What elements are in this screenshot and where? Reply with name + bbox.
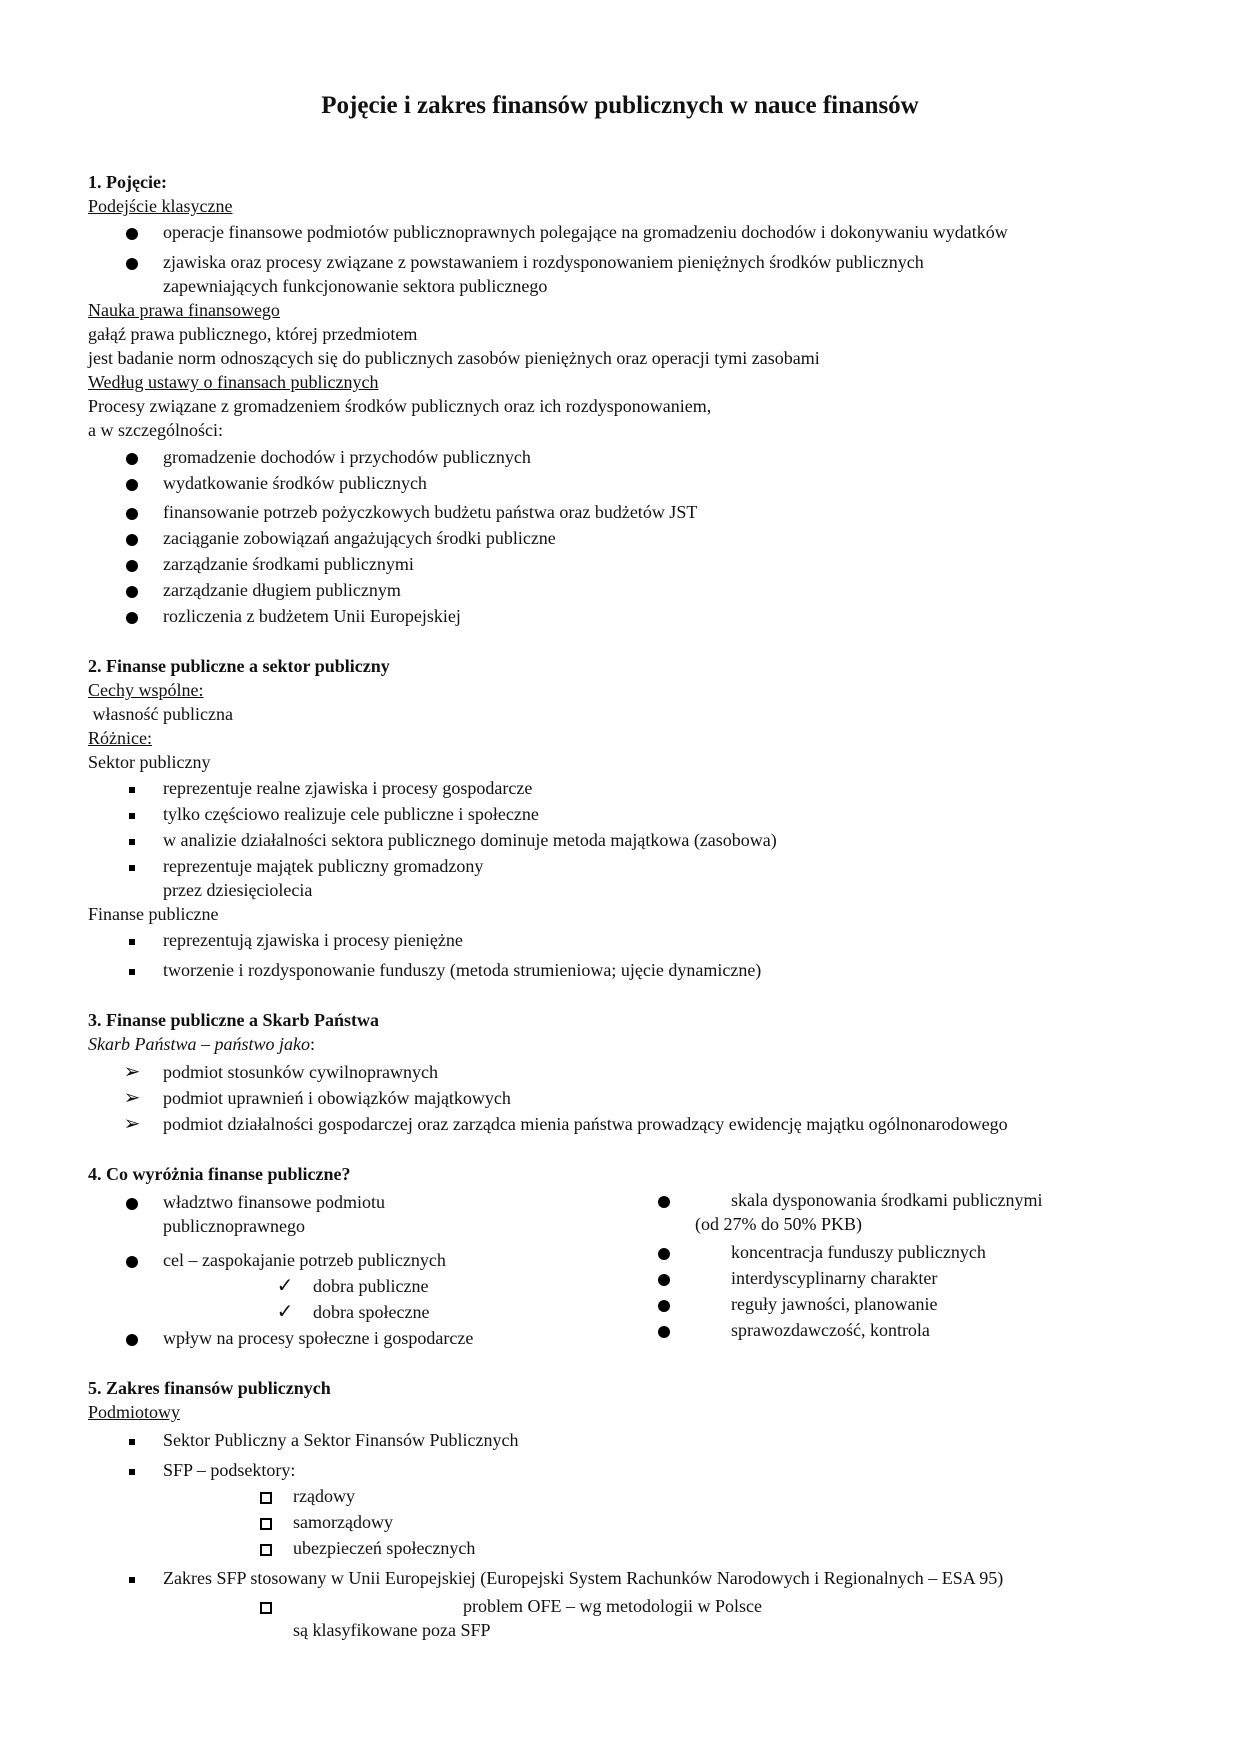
section-5-heading: 5. Zakres finansów publicznych (88, 1378, 331, 1398)
paragraph-line: jest badanie norm odnoszących się do publicznych zasobów pieniężnych oraz operacji tymi zasobami (88, 348, 820, 368)
bullet-dot-icon (120, 220, 144, 244)
list-item-continuation: są klasyfikowane poza SFP (293, 1620, 491, 1640)
list-item: dobra społeczne (313, 1302, 430, 1322)
list-item: podmiot uprawnień i obowiązków majątkowych (163, 1088, 511, 1108)
list-item: gromadzenie dochodów i przychodów publicznych (163, 447, 531, 467)
bullet-square-icon (120, 928, 144, 952)
document-title: Pojęcie i zakres finansów publicznych w nauce finansów (321, 92, 919, 119)
list-item: podmiot działalności gospodarczej oraz zarządca mienia państwa prowadzący ewidencję majątku ogólnonarodowego (163, 1114, 1008, 1134)
list-item: reprezentuje majątek publiczny gromadzony (163, 856, 484, 876)
list-item: reprezentują zjawiska i procesy pieniężne (163, 930, 463, 950)
bullet-square-icon (120, 776, 144, 800)
list-item: SFP – podsektory: (163, 1460, 296, 1480)
checkbox-bullet-icon (254, 1484, 278, 1508)
list-item: dobra publiczne (313, 1276, 429, 1296)
bullet-dot-icon (120, 552, 144, 576)
checkbox-bullet-icon (254, 1594, 278, 1618)
list-item: problem OFE – wg metodologii w Polsce (463, 1596, 762, 1616)
list-item: skala dysponowania środkami publicznymi (731, 1190, 1043, 1210)
list-item: w analizie działalności sektora publicznego dominuje metoda majątkowa (zasobowa) (163, 830, 777, 850)
list-item: finansowanie potrzeb pożyczkowych budżetu państwa oraz budżetów JST (163, 502, 698, 522)
bullet-dot-icon (120, 1326, 144, 1350)
list-item: rządowy (293, 1486, 355, 1506)
bullet-dot-icon (120, 471, 144, 495)
bullet-square-icon (120, 1566, 144, 1590)
list-item-continuation: (od 27% do 50% PKB) (695, 1214, 862, 1234)
list-item-continuation: publicznoprawnego (163, 1216, 305, 1236)
list-item: zaciąganie zobowiązań angażujących środki publiczne (163, 528, 556, 548)
list-item: ubezpieczeń społecznych (293, 1538, 476, 1558)
paragraph-line: własność publiczna (88, 704, 233, 724)
list-item: wpływ na procesy społeczne i gospodarcze (163, 1328, 474, 1348)
subheading-colon: : (310, 1034, 316, 1054)
checkmark-icon: ✓ (276, 1275, 294, 1297)
bullet-square-icon (120, 802, 144, 826)
list-item: operacje finansowe podmiotów publicznoprawnych polegające na gromadzeniu dochodów i dokonywaniu wydatków (163, 222, 1008, 242)
list-item: tworzenie i rozdysponowanie funduszy (metoda strumieniowa; ujęcie dynamiczne) (163, 960, 762, 980)
paragraph-line: gałąź prawa publicznego, której przedmiotem (88, 324, 418, 344)
arrow-bullet-icon: ➢ (123, 1113, 141, 1135)
section-2-heading: 2. Finanse publiczne a sektor publiczny (88, 656, 390, 676)
bullet-dot-icon (652, 1292, 676, 1316)
list-item: koncentracja funduszy publicznych (731, 1242, 986, 1262)
subheading-differences: Różnice: (88, 728, 152, 748)
paragraph-line: Finanse publiczne (88, 904, 219, 924)
list-item: Zakres SFP stosowany w Unii Europejskiej (Europejski System Rachunków Narodowych i Regionalnych – ESA 95) (163, 1568, 1004, 1588)
paragraph-line: Sektor publiczny (88, 752, 211, 772)
bullet-dot-icon (652, 1240, 676, 1264)
subheading-treasury (88, 1032, 315, 1056)
bullet-dot-icon (652, 1266, 676, 1290)
subheading-law: Nauka prawa finansowego (88, 300, 280, 320)
list-item: zarządzanie długiem publicznym (163, 580, 401, 600)
checkbox-bullet-icon (254, 1510, 278, 1534)
list-item: interdyscyplinarny charakter (731, 1268, 938, 1288)
checkbox-bullet-icon (254, 1536, 278, 1560)
bullet-dot-icon (120, 500, 144, 524)
subheading-subject: Podmiotowy (88, 1402, 181, 1422)
list-item: sprawozdawczość, kontrola (731, 1320, 930, 1340)
bullet-square-icon (120, 854, 144, 878)
bullet-square-icon (120, 828, 144, 852)
paragraph-line: a w szczególności: (88, 420, 223, 440)
arrow-bullet-icon: ➢ (123, 1061, 141, 1083)
list-item: reprezentuje realne zjawiska i procesy gospodarcze (163, 778, 533, 798)
list-item: zjawiska oraz procesy związane z powstawaniem i rozdysponowaniem pieniężnych środków publicznych (163, 252, 924, 272)
list-item: Sektor Publiczny a Sektor Finansów Publicznych (163, 1430, 519, 1450)
bullet-dot-icon (120, 445, 144, 469)
section-1-heading: 1. Pojęcie: (88, 172, 167, 192)
bullet-dot-icon (120, 1190, 144, 1214)
checkmark-icon: ✓ (276, 1301, 294, 1323)
list-item: wydatkowanie środków publicznych (163, 473, 427, 493)
subheading-treasury-text: Skarb Państwa – państwo jako (88, 1034, 311, 1054)
list-item: rozliczenia z budżetem Unii Europejskiej (163, 606, 461, 626)
subheading-common: Cechy wspólne: (88, 680, 204, 700)
bullet-dot-icon (652, 1188, 676, 1212)
list-item: tylko częściowo realizuje cele publiczne i społeczne (163, 804, 539, 824)
bullet-square-icon (120, 1428, 144, 1452)
bullet-dot-icon (120, 1248, 144, 1272)
section-3-heading: 3. Finanse publiczne a Skarb Państwa (88, 1010, 380, 1030)
subheading-classic: Podejście klasyczne (88, 196, 233, 216)
section-4-heading: 4. Co wyróżnia finanse publiczne? (88, 1164, 351, 1184)
bullet-dot-icon (652, 1318, 676, 1342)
list-item-continuation: zapewniających funkcjonowanie sektora publicznego (163, 276, 548, 296)
list-item: cel – zaspokajanie potrzeb publicznych (163, 1250, 446, 1270)
list-item: podmiot stosunków cywilnoprawnych (163, 1062, 438, 1082)
list-item: reguły jawności, planowanie (731, 1294, 938, 1314)
bullet-dot-icon (120, 578, 144, 602)
bullet-square-icon (120, 958, 144, 982)
arrow-bullet-icon: ➢ (123, 1087, 141, 1109)
bullet-square-icon (120, 1458, 144, 1482)
list-item: samorządowy (293, 1512, 393, 1532)
bullet-dot-icon (120, 250, 144, 274)
bullet-dot-icon (120, 604, 144, 628)
bullet-dot-icon (120, 526, 144, 550)
list-item: władztwo finansowe podmiotu (163, 1192, 385, 1212)
list-item-continuation: przez dziesięciolecia (163, 880, 313, 900)
list-item: zarządzanie środkami publicznymi (163, 554, 414, 574)
paragraph-line: Procesy związane z gromadzeniem środków publicznych oraz ich rozdysponowaniem, (88, 396, 712, 416)
subheading-act: Według ustawy o finansach publicznych (88, 372, 379, 392)
